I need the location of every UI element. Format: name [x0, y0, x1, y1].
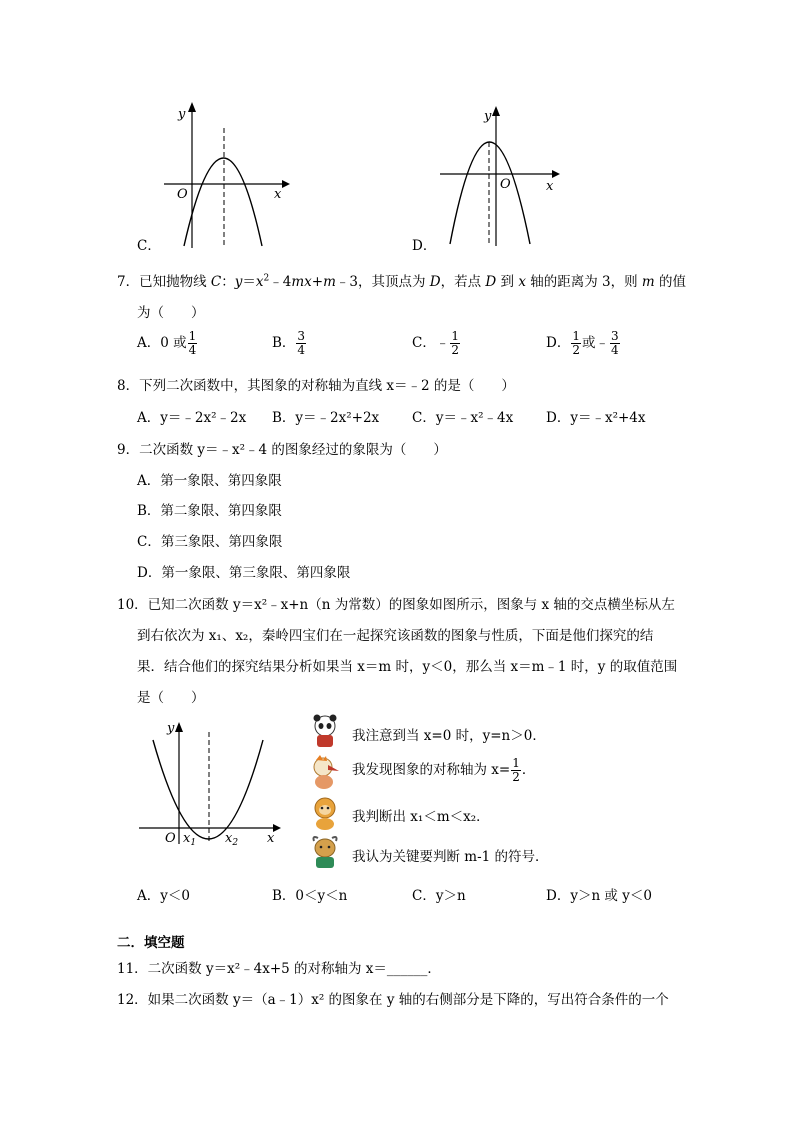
q10-stem-line1: 10．已知二次函数 y＝x²﹣x+n（n 为常数）的图象如图所示，图象与 x 轴的交点横坐标从左 — [117, 597, 675, 613]
y-label: y — [178, 107, 186, 122]
q8-stem: 8．下列二次函数中，其图象的对称轴为直线 x＝﹣2 的是（ ） — [117, 378, 515, 394]
q8-option-d: D．y＝﹣x²+4x — [546, 410, 646, 426]
q10-option-b: B．0＜y＜n — [272, 888, 348, 904]
q7-option-d: D． $\frac{1}{2}$ 或﹣ $\frac{3}{4}$ — [546, 329, 619, 357]
golden-monkey-icon — [310, 796, 340, 830]
crested-ibis-icon — [310, 755, 340, 789]
q10-stem-line4: 是（ ） — [137, 690, 205, 706]
option-d-label: D． — [412, 238, 437, 254]
figure-d-graph — [430, 104, 560, 250]
speech-ibis: 我发现图象的对称轴为 x= $\frac{1}{2}$ ． — [352, 756, 536, 784]
x1-label: $x_1$ — [183, 831, 197, 848]
q9-option-b: B．第二象限、第四象限 — [137, 503, 282, 519]
parabola — [153, 740, 263, 839]
panda-icon — [310, 714, 340, 748]
q8-option-a: A．y＝﹣2x²﹣2x — [137, 410, 247, 426]
q7-option-c: C．﹣ $\frac{1}{2}$ — [412, 329, 459, 357]
q8-option-c: C．y＝﹣x²﹣4x — [412, 410, 514, 426]
q9-stem: 9．二次函数 y＝﹣x²﹣4 的图象经过的象限为（ ） — [117, 442, 447, 458]
origin-label: O — [177, 187, 188, 202]
q7-stem-line1: 7．已知抛物线 C：$y=x^2﹣4mx+m﹣3$，其顶点为 D，若点 D 到 x 轴的距离为 3，则 m 的值 — [117, 273, 687, 290]
figure-c-graph — [150, 100, 290, 250]
x-label: x — [546, 179, 554, 194]
origin-label: O — [165, 831, 176, 846]
y-label: y — [484, 109, 492, 124]
q12-stem: 12．如果二次函数 y＝（a﹣1）x² 的图象在 y 轴的右侧部分是下降的，写出符合条件的一个 — [117, 992, 669, 1008]
q10-stem-line2: 到右依次为 x₁、x₂，秦岭四宝们在一起探究该函数的图象与性质，下面是他们探究的结 — [137, 628, 654, 644]
answer-blank[interactable]: ______ — [386, 961, 428, 977]
q9-option-c: C．第三象限、第四象限 — [137, 534, 283, 550]
speech-monkey: 我判断出 x₁＜m＜x₂． — [352, 809, 490, 825]
takin-icon — [310, 835, 340, 869]
q7-option-a: A．0 或 $\frac{1}{4}$ — [137, 329, 197, 357]
q10-stem-line3: 果．结合他们的探究结果分析如果当 x＝m 时，y＜0，那么当 x＝m﹣1 时，y 的取值范围 — [137, 659, 678, 675]
parabola — [450, 142, 530, 244]
x-label: x — [267, 831, 275, 846]
parabola — [184, 158, 262, 246]
origin-label: O — [500, 177, 511, 192]
y-label: y — [167, 721, 175, 736]
section-title-fill-in: 二．填空题 — [117, 935, 185, 951]
x2-label: $x_2$ — [225, 831, 239, 848]
q7-stem-line2: 为（ ） — [137, 305, 205, 321]
q7-option-b: B． $\frac{3}{4}$ — [272, 329, 306, 357]
speech-panda: 我注意到当 x=0 时，y=n＞0． — [352, 728, 546, 744]
speech-takin: 我认为关键要判断 m-1 的符号． — [352, 849, 549, 865]
q10-option-a: A．y＜0 — [137, 888, 190, 904]
q9-option-a: A．第一象限、第四象限 — [137, 473, 282, 489]
q11-stem: 11．二次函数 y＝x²﹣4x+5 的对称轴为 x＝______． — [117, 961, 441, 977]
option-c-label: C． — [137, 238, 161, 254]
q9-option-d: D．第一象限、第三象限、第四象限 — [137, 565, 351, 581]
q10-option-d: D．y＞n 或 y＜0 — [546, 888, 652, 904]
x-label: x — [274, 187, 282, 202]
q10-parabola-graph — [135, 718, 285, 848]
q10-option-c: C．y＞n — [412, 888, 466, 904]
q8-option-b: B．y＝﹣2x²+2x — [272, 410, 380, 426]
